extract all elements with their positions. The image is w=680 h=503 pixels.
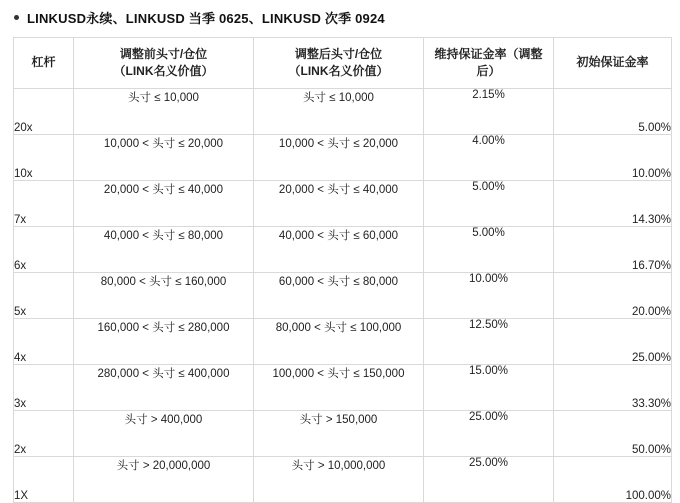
cell-leverage: 4x bbox=[14, 319, 74, 365]
cell-before: 头寸 > 400,000 bbox=[74, 411, 254, 457]
cell-leverage: 7x bbox=[14, 181, 74, 227]
table-row bbox=[14, 273, 672, 319]
cell-initial: 33.30% bbox=[554, 365, 672, 411]
cell-leverage: 10x bbox=[14, 135, 74, 181]
cell-maintenance: 15.00% bbox=[424, 365, 554, 411]
cell-before: 10,000 < 头寸 ≤ 20,000 bbox=[74, 135, 254, 181]
cell-leverage: 5x bbox=[14, 273, 74, 319]
cell-after: 20,000 < 头寸 ≤ 40,000 bbox=[254, 181, 424, 227]
cell-after: 头寸 > 10,000,000 bbox=[254, 457, 424, 503]
cell-before: 40,000 < 头寸 ≤ 80,000 bbox=[74, 227, 254, 273]
cell-maintenance: 25.00% bbox=[424, 457, 554, 503]
cell-after: 100,000 < 头寸 ≤ 150,000 bbox=[254, 365, 424, 411]
cell-after: 60,000 < 头寸 ≤ 80,000 bbox=[254, 273, 424, 319]
table-row bbox=[14, 227, 672, 273]
cell-maintenance: 10.00% bbox=[424, 273, 554, 319]
cell-initial: 20.00% bbox=[554, 273, 672, 319]
column-header-maintenance: 维持保证金率（调整后） bbox=[424, 38, 554, 89]
cell-maintenance: 4.00% bbox=[424, 135, 554, 181]
table-row bbox=[14, 365, 672, 411]
table-row bbox=[14, 319, 672, 365]
cell-after: 头寸 > 150,000 bbox=[254, 411, 424, 457]
cell-leverage: 6x bbox=[14, 227, 74, 273]
cell-leverage: 3x bbox=[14, 365, 74, 411]
cell-maintenance: 2.15% bbox=[424, 89, 554, 135]
bullet-dot-icon bbox=[14, 15, 19, 20]
column-header-after: 调整后头寸/仓位 （LINK名义价值） bbox=[254, 38, 424, 89]
cell-leverage: 1X bbox=[14, 457, 74, 503]
table-row bbox=[14, 135, 672, 181]
cell-after: 80,000 < 头寸 ≤ 100,000 bbox=[254, 319, 424, 365]
column-header-before: 调整前头寸/仓位 （LINK名义价值） bbox=[74, 38, 254, 89]
column-header-leverage: 杠杆 bbox=[14, 38, 74, 89]
section-heading-text: LINKUSD永续、LINKUSD 当季 0625、LINKUSD 次季 0924 bbox=[27, 11, 385, 26]
cell-initial: 50.00% bbox=[554, 411, 672, 457]
table-row bbox=[14, 89, 672, 135]
cell-before: 280,000 < 头寸 ≤ 400,000 bbox=[74, 365, 254, 411]
section-heading bbox=[0, 0, 680, 37]
cell-initial: 10.00% bbox=[554, 135, 672, 181]
cell-initial: 14.30% bbox=[554, 181, 672, 227]
column-header-initial: 初始保证金率 bbox=[554, 38, 672, 89]
margin-tier-table bbox=[13, 37, 672, 503]
cell-initial: 100.00% bbox=[554, 457, 672, 503]
cell-initial: 16.70% bbox=[554, 227, 672, 273]
cell-after: 40,000 < 头寸 ≤ 60,000 bbox=[254, 227, 424, 273]
cell-before: 头寸 ≤ 10,000 bbox=[74, 89, 254, 135]
cell-maintenance: 5.00% bbox=[424, 227, 554, 273]
cell-maintenance: 25.00% bbox=[424, 411, 554, 457]
table-row bbox=[14, 411, 672, 457]
table-row bbox=[14, 181, 672, 227]
cell-before: 80,000 < 头寸 ≤ 160,000 bbox=[74, 273, 254, 319]
cell-before: 160,000 < 头寸 ≤ 280,000 bbox=[74, 319, 254, 365]
cell-before: 头寸 > 20,000,000 bbox=[74, 457, 254, 503]
cell-maintenance: 12.50% bbox=[424, 319, 554, 365]
cell-before: 20,000 < 头寸 ≤ 40,000 bbox=[74, 181, 254, 227]
cell-maintenance: 5.00% bbox=[424, 181, 554, 227]
cell-after: 头寸 ≤ 10,000 bbox=[254, 89, 424, 135]
cell-leverage: 2x bbox=[14, 411, 74, 457]
cell-leverage: 20x bbox=[14, 89, 74, 135]
cell-initial: 25.00% bbox=[554, 319, 672, 365]
cell-after: 10,000 < 头寸 ≤ 20,000 bbox=[254, 135, 424, 181]
table-row bbox=[14, 457, 672, 503]
table-header-row bbox=[14, 38, 672, 89]
cell-initial: 5.00% bbox=[554, 89, 672, 135]
